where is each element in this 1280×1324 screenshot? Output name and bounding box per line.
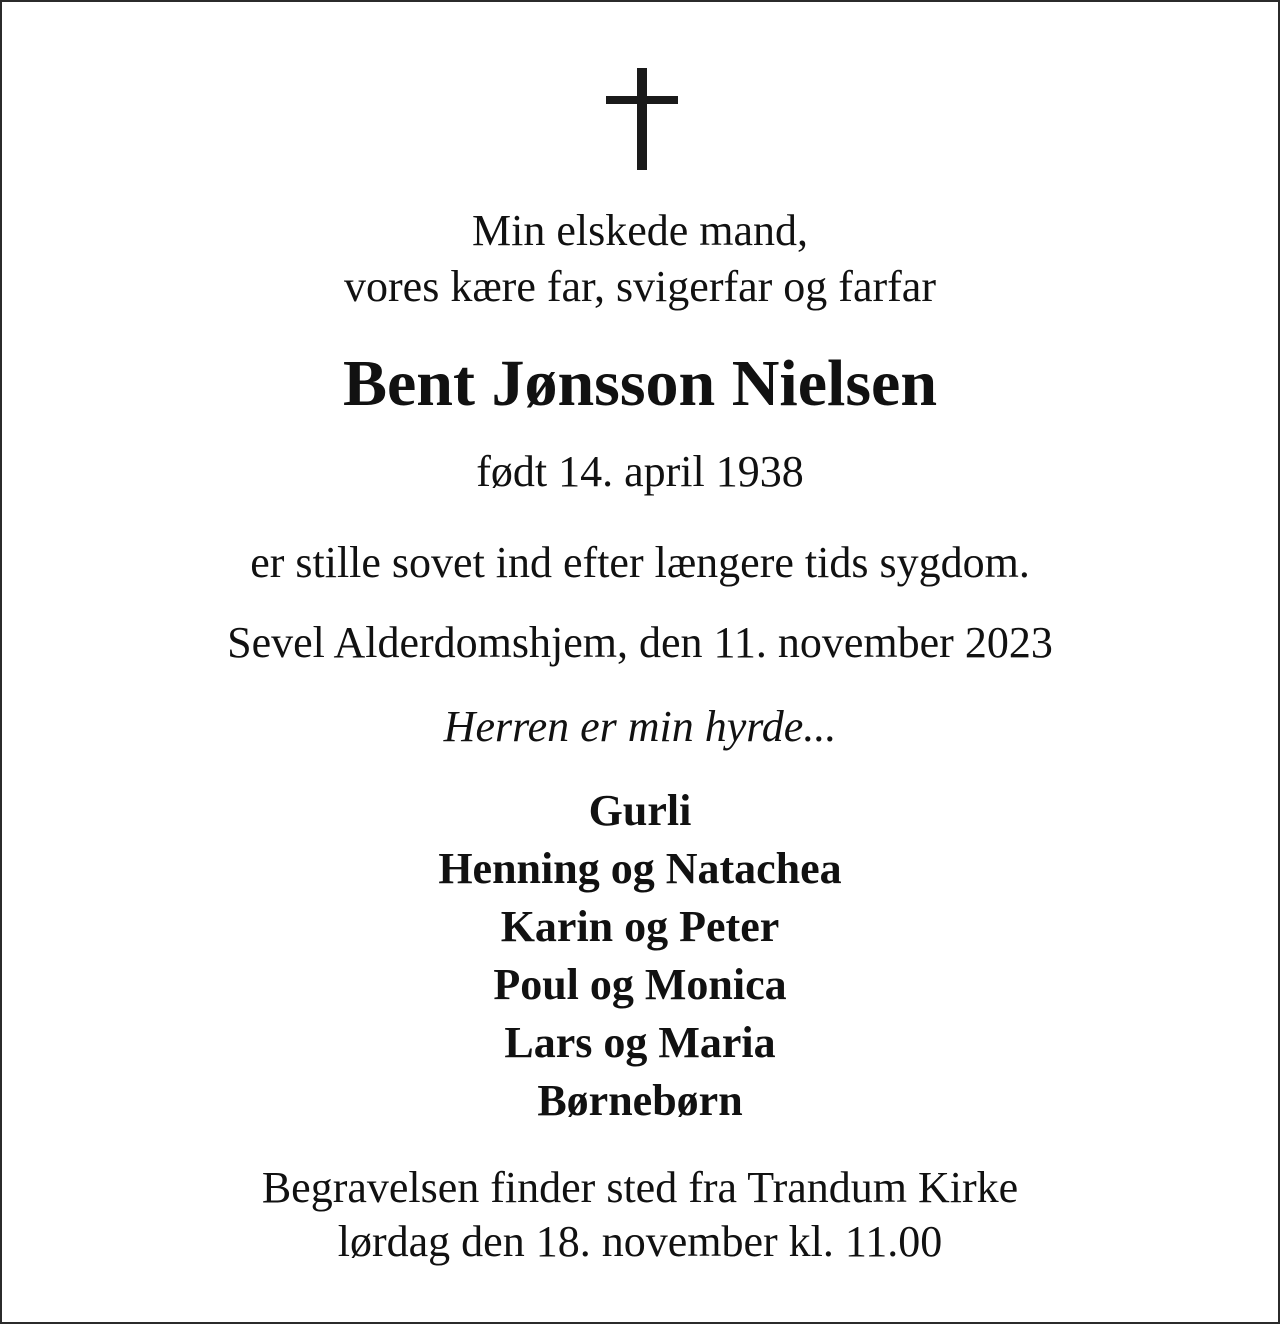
intro-line-2: vores kære far, svigerfar og farfar (344, 262, 936, 311)
birth-date: født 14. april 1938 (476, 447, 804, 496)
cross-vertical-bar (637, 68, 647, 170)
cross-icon (606, 68, 678, 170)
funeral-time: lørdag den 18. november kl. 11.00 (337, 1217, 943, 1266)
family-member: Karin og Peter (500, 902, 780, 951)
family-member: Gurli (588, 786, 692, 835)
cross-horizontal-bar (606, 96, 678, 104)
place-and-date: Sevel Alderdomshjem, den 11. november 2023 (227, 618, 1053, 667)
bible-verse: Herren er min hyrde... (443, 702, 837, 751)
funeral-location: Begravelsen finder sted fra Trandum Kirke (261, 1163, 1019, 1212)
family-member: Poul og Monica (493, 960, 787, 1009)
deceased-name: Bent Jønsson Nielsen (342, 347, 938, 420)
family-member: Børnebørn (537, 1076, 743, 1125)
passing-statement: er stille sovet ind efter længere tids sygdom. (250, 538, 1030, 587)
family-member: Henning og Natachea (438, 844, 842, 893)
family-member: Lars og Maria (504, 1018, 776, 1067)
intro-line-1: Min elskede mand, (471, 206, 809, 255)
